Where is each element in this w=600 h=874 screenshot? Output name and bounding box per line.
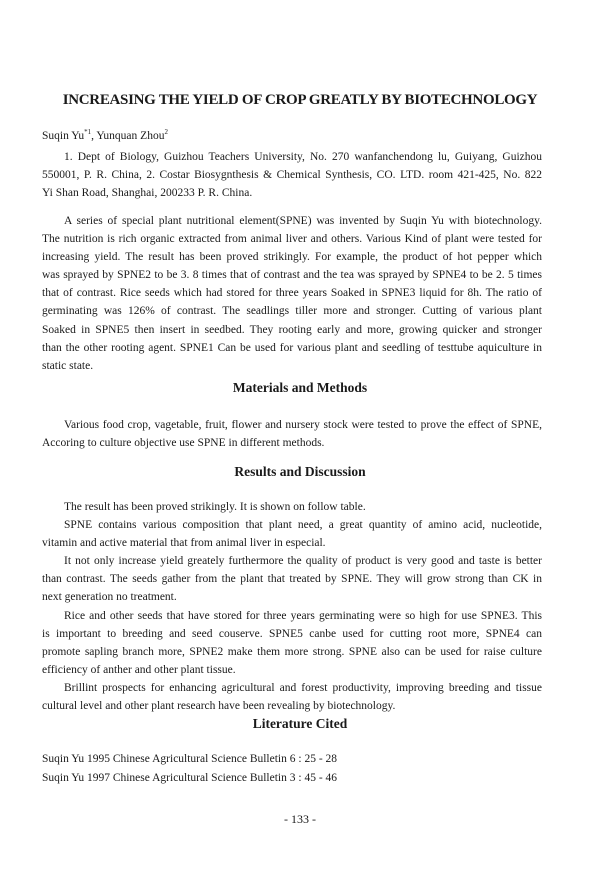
author-2-name: Yunquan Zhou	[96, 129, 165, 142]
abstract-paragraph	[42, 212, 542, 375]
text-line: next generation no treatment.	[42, 591, 177, 604]
affiliation-line: 1. Dept of Biology, Guizhou Teachers University, No. 270 wanfanchendong lu, Guiyang, Guizhou	[64, 151, 542, 163]
text-line: Soaked in SPNE5 then insert in seedbed. They rooting early and more, growing quicker and stronger	[42, 323, 542, 336]
text-line: than the other rooting agent. SPNE1 Can be used for various plant and seedling of testtube aquiculture in	[42, 341, 542, 354]
author-1-name: Suqin Yu	[42, 129, 85, 142]
reference-item: Suqin Yu 1995 Chinese Agricultural Science Bulletin 6 : 25 - 28	[42, 753, 338, 765]
page-number: - 133 -	[284, 812, 316, 826]
affiliation-line: Yi Shan Road, Shanghai, 200233 P. R. China.	[42, 187, 253, 199]
text-line: The nutrition is rich organic extracted from animal liver and others. Various Kind of plant were tested for	[42, 233, 542, 246]
text-line: was sprayed by SPNE2 to be 3. 8 times that of contrast and the tea was sprayed by SPNE4 to be 2. 5 times	[42, 269, 542, 282]
text-line: It not only increase yield greately furthermore the quality of product is very good and taste is better	[64, 555, 542, 568]
section-heading-literature: Literature Cited	[252, 716, 348, 731]
text-line: cultural level and other plant research have been revealing by biotechnology.	[42, 700, 396, 713]
text-line: Accoring to culture objective use SPNE in different methods.	[42, 437, 325, 450]
section-heading-materials: Materials and Methods	[232, 380, 368, 395]
text-line: Rice and other seeds that have stored for three years germinating were so high for use SPNE3. This	[64, 609, 542, 622]
text-line: germinating was 126% of contrast. The seadlings tiller more and stronger. Cutting of various plant	[42, 305, 542, 318]
text-line: static state.	[42, 359, 94, 372]
text-line: efficiency of anther and other plant tissue.	[42, 663, 236, 676]
reference-item: Suqin Yu 1997 Chinese Agricultural Science Bulletin 3 : 45 - 46	[42, 772, 338, 784]
author-2-marker: 2	[164, 128, 168, 136]
materials-paragraph	[42, 416, 542, 452]
text-line: vitamin and active material that from animal liver in especial.	[42, 537, 326, 550]
text-line: than contrast. The seeds gather from the plant that treated by SPNE. They will grow strong than CK in	[42, 573, 542, 586]
text-line: SPNE contains various composition that plant need, a great quantity of amino acid, nucleotide,	[64, 519, 542, 532]
text-line: The result has been proved strikingly. It is shown on follow table.	[64, 501, 366, 513]
affiliations	[42, 148, 542, 202]
text-line: Various food crop, vagetable, fruit, flower and nursery stock were tested to prove the effect of SPNE,	[64, 419, 542, 431]
text-line: Brillint prospects for enhancing agricultural and forest productivity, improving breeding and tissue	[64, 681, 542, 694]
text-line: increasing yield. The result has been proved strikingly. For example, the product of hot pepper which	[42, 251, 542, 264]
affiliation-line: 550001, P. R. China, 2. Costar Biosygnthesis & Chemical Synthesis, CO. LTD. room 421-425, No. 822	[42, 169, 542, 181]
text-line: promote sapling branch more, SPNE2 make them more strong. SPNE also can be used for raise culture	[42, 645, 542, 658]
author-separator: ,	[91, 129, 97, 142]
author-1-marker: *1	[84, 128, 92, 136]
author-line	[42, 128, 168, 142]
section-heading-results: Results and Discussion	[234, 464, 366, 479]
text-line: is important to breeding and seed couserve. SPNE5 canbe used for cutting root more, SPNE4 can	[42, 627, 542, 640]
results-section	[42, 498, 542, 715]
paper-title: INCREASING THE YIELD OF CROP GREATLY BY BIOTECHNOLOGY	[62, 92, 538, 108]
text-line: that of contrast. Rice seeds which had stored for three years Soaked in SPNE3 liquid for 8h. The ratio of	[42, 287, 542, 300]
text-line: A series of special plant nutritional element(SPNE) was invented by Suqin Yu with biotechnology.	[64, 215, 542, 227]
reference-list	[42, 750, 337, 788]
